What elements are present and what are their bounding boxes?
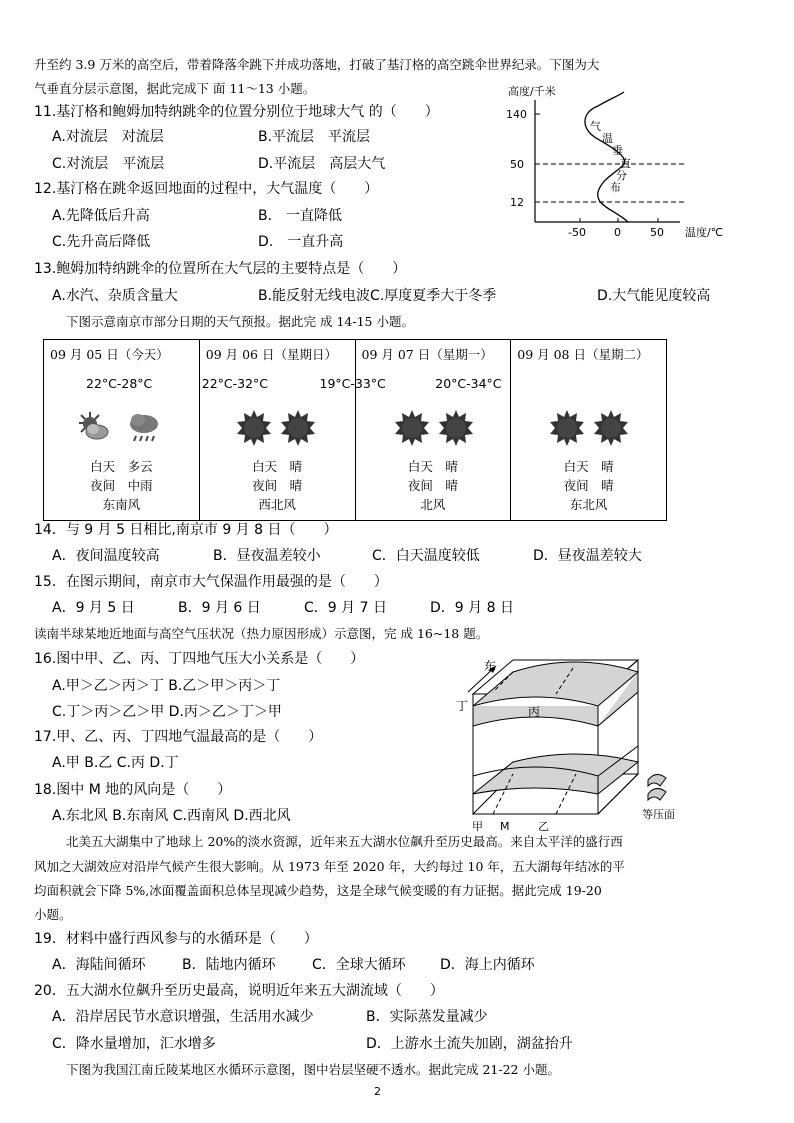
label-ding: 丁	[456, 699, 469, 713]
weather-night-text: 夜间 晴	[252, 478, 303, 493]
xtick: 0	[614, 226, 621, 239]
weather-day-text: 白天 晴	[252, 459, 303, 474]
rain-icon	[126, 410, 162, 449]
question-14-stem: 14．与 9 月 5 日相比,南京市 9 月 8 日（ ）	[34, 522, 338, 538]
option-d: D.平流层 高层大气	[258, 156, 386, 172]
options-ab: A.甲＞乙＞丙＞丁 B.乙＞甲＞丙＞丁	[52, 678, 281, 694]
curve-label: 布	[610, 181, 621, 194]
weather-night-text: 夜间 晴	[563, 478, 614, 493]
weather-wind-text: 东北风	[569, 497, 608, 512]
ytick: 140	[506, 108, 527, 121]
option-b: B. 一直降低	[258, 208, 343, 224]
sun-icon	[394, 410, 430, 449]
option-a: A．沿岸居民节水意识增强，生活用水减少	[52, 1009, 314, 1025]
question-16-stem: 16.图中甲、乙、丙、丁四地气压大小关系是（ ）	[34, 651, 365, 667]
weather-temp: 22°C-28°C	[86, 376, 153, 391]
weather-day-text: 白天 晴	[407, 459, 458, 474]
weather-date: 09 月 07 日（星期一）	[361, 347, 493, 362]
curve-label: 气	[590, 120, 601, 133]
intro-line: 风加之大湖效应对沿岸气候产生很大影响。从 1973 年至 2020 年，大约每过 10 年，五大湖每年结冰的平	[34, 859, 625, 874]
weather-night-text: 夜间 晴	[407, 478, 458, 493]
xtick: -50	[568, 226, 586, 239]
option-c: C．白天温度较低	[372, 548, 480, 564]
option-c: C.对流层 平流层	[52, 156, 165, 172]
option-d: D．9 月 8 日	[430, 600, 514, 616]
option-c: C．降水量增加，汇水增多	[52, 1036, 216, 1052]
options: A.甲 B.乙 C.丙 D.丁	[52, 755, 179, 771]
option-c: C．9 月 7 日	[304, 600, 387, 616]
intro-line: 北美五大湖集中了地球上 20%的淡水资源，近年来五大湖水位飙升至历史最高。来自太平洋的盛行西	[66, 834, 623, 849]
label-yi: 乙	[538, 820, 549, 833]
intro-line: 下图为我国江南丘陵某地区水循环示意图，图中岩层坚硬不透水。据此完成 21-22 小题。	[66, 1062, 560, 1077]
label-jia: 甲	[472, 820, 483, 833]
question-19-stem: 19．材料中盛行西风参与的水循环是（ ）	[34, 931, 318, 947]
option-c: C.先升高后降低	[52, 234, 151, 250]
ytick: 50	[510, 158, 524, 171]
sun-icon	[549, 410, 585, 449]
atmosphere-vertical-chart	[500, 82, 740, 244]
option-bc: B.能反射无线电波C.厚度夏季大于冬季	[258, 288, 497, 304]
option-d: D.大气能见度较高	[597, 288, 711, 304]
option-b: B．陆地内循环	[182, 957, 276, 973]
option-d: D．昼夜温差较大	[533, 548, 642, 564]
sun-icon	[280, 410, 316, 449]
xtick: 50	[650, 226, 664, 239]
weather-day-cell	[199, 340, 355, 521]
intro-line: 均面积就会下降 5%,冰面覆盖面积总体呈现减少趋势，这是全球气候变暖的有力证据。据此完成 19-20	[34, 883, 602, 898]
option-b: B．实际蒸发量减少	[366, 1009, 488, 1025]
intro-line: 下图示意南京市部分日期的天气预报。据此完 成 14-15 小题。	[66, 314, 414, 329]
weather-wind-text: 东南风	[102, 497, 141, 512]
chart-ylabel: 高度/千米	[508, 85, 556, 98]
ytick: 12	[510, 196, 524, 209]
weather-temp: 22°C-32°C	[201, 376, 269, 391]
curve-label: 分	[616, 169, 627, 182]
weather-night-text: 夜间 中雨	[90, 478, 153, 493]
chart-xlabel: 温度/℃	[685, 226, 724, 239]
weather-day-text: 白天 晴	[563, 459, 614, 474]
weather-forecast-table	[43, 339, 667, 521]
option-c: C．全球大循环	[312, 957, 406, 973]
lower-isobar	[473, 754, 638, 794]
sun-icon	[593, 410, 629, 449]
question-17-stem: 17.甲、乙、丙、丁四地气温最高的是（ ）	[34, 729, 323, 745]
option-b: B．9 月 6 日	[178, 600, 261, 616]
upper-isobar	[473, 662, 638, 706]
options-cd: C.丁＞丙＞乙＞甲 D.丙＞乙＞丁＞甲	[52, 704, 282, 720]
question-11-stem: 11.基汀格和鲍姆加特纳跳伞的位置分别位于地球大气 的（ ）	[34, 104, 439, 120]
intro-line: 气垂直分层示意图，据此完成下 面 11～13 小题。	[34, 81, 316, 96]
weather-day-cell	[44, 340, 200, 521]
partly-cloudy-icon	[76, 410, 112, 449]
weather-day-cell	[435, 340, 667, 521]
label-bing: 丙	[528, 705, 541, 719]
weather-date: 09 月 05 日（今天）	[50, 347, 169, 362]
options: A.东北风 B.东南风 C.西南风 D.西北风	[52, 808, 291, 824]
question-18-stem: 18.图中 M 地的风向是（ ）	[34, 782, 232, 798]
option-d: D．上游水土流失加剧，湖盆抬升	[366, 1036, 573, 1052]
question-15-stem: 15．在图示期间，南京市大气保温作用最强的是（ ）	[34, 574, 388, 590]
intro-line: 小题。	[34, 907, 72, 922]
label-isobar: 等压面	[642, 808, 675, 821]
question-13-stem: 13.鲍姆加特纳跳伞的位置所在大气层的主要特点是（ ）	[34, 261, 407, 277]
weather-date: 09 月 08 日（星期二）	[517, 347, 649, 362]
weather-wind-text: 西北风	[258, 497, 296, 512]
weather-day-cell	[319, 340, 511, 521]
weather-temp: 20°C-34°C	[435, 376, 502, 391]
intro-line: 读南半球某地近地面与高空气压状况（热力原因形成）示意图，完 成 16~18 题。	[34, 626, 489, 641]
pressure-diagram	[448, 654, 708, 836]
option-a: A.对流层 对流层	[52, 129, 164, 145]
curve-label: 垂	[612, 144, 623, 157]
question-20-stem: 20．五大湖水位飙升至历史最高，说明近年来五大湖流域（ ）	[34, 983, 444, 999]
label-east: 东	[484, 659, 497, 673]
option-a: A.先降低后升高	[52, 208, 150, 224]
page-number: 2	[374, 1085, 381, 1098]
option-b: B．昼夜温差较小	[213, 548, 321, 564]
question-12-stem: 12.基汀格在跳伞返回地面的过程中，大气温度（ ）	[34, 181, 379, 197]
weather-temp: 19°C-33°C	[319, 376, 386, 391]
option-a: A．夜间温度较高	[52, 548, 160, 564]
curve-label: 直	[620, 157, 631, 170]
sun-icon	[236, 410, 272, 449]
intro-line: 升至约 3.9 万米的高空后，带着降落伞跳下并成功落地，打破了基汀格的高空跳伞世界纪录。下图为大	[34, 57, 600, 72]
curve-label: 温	[602, 132, 613, 145]
weather-date: 09 月 06 日（星期日）	[205, 347, 337, 362]
weather-day-text: 白天 多云	[90, 459, 153, 474]
option-a: A．海陆间循环	[52, 957, 146, 973]
sun-icon	[438, 410, 474, 449]
option-d: D．海上内循环	[440, 957, 535, 973]
label-m: M	[500, 820, 510, 833]
option-a: A.水汽、杂质含量大	[52, 288, 178, 304]
option-a: A．9 月 5 日	[52, 600, 135, 616]
option-b: B.平流层 平流层	[258, 129, 371, 145]
weather-wind-text: 北风	[420, 497, 446, 512]
option-d: D. 一直升高	[258, 234, 344, 250]
